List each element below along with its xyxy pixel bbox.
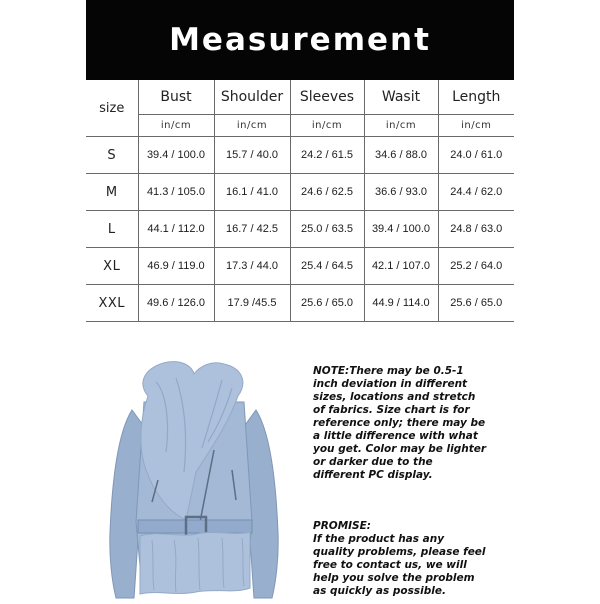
length-cell: 24.8 / 63.0 [438,211,514,248]
unit-label: in/cm [138,115,214,137]
length-cell: 24.0 / 61.0 [438,137,514,174]
bust-cell: 49.6 / 126.0 [138,285,214,322]
column-header-sleeves: Sleeves [290,80,364,115]
sleeves-cell: 25.0 / 63.5 [290,211,364,248]
sleeves-cell: 25.4 / 64.5 [290,248,364,285]
header-row [86,80,514,115]
size-chart-table [86,80,514,322]
column-header-shoulder: Shoulder [214,80,290,115]
table-row-xl [86,248,514,285]
table-row-xxl [86,285,514,322]
wasit-cell: 36.6 / 93.0 [364,174,438,211]
jacket-product-image [96,352,292,600]
length-cell: 24.4 / 62.0 [438,174,514,211]
table-row-m [86,174,514,211]
wasit-cell: 34.6 / 88.0 [364,137,438,174]
promise-text: If the product has any quality problems, please feel free to contact us, we will help you solve the problem as quickly as possible. [313,533,486,597]
sleeves-cell: 24.2 / 61.5 [290,137,364,174]
size-note: NOTE:There may be 0.5-1 inch deviation in different sizes, locations and stretch of fabrics. Size chart is for reference only; there may be a little difference with what you get. Color may be lighter or darker due to the different PC display. [313,365,487,481]
column-header-wasit: Wasit [364,80,438,115]
column-header-bust: Bust [138,80,214,115]
column-header-length: Length [438,80,514,115]
unit-label: in/cm [364,115,438,137]
jacket-illustration [96,352,292,600]
unit-label: in/cm [290,115,364,137]
unit-label: in/cm [438,115,514,137]
bust-cell: 39.4 / 100.0 [138,137,214,174]
wasit-cell: 39.4 / 100.0 [364,211,438,248]
sleeves-cell: 25.6 / 65.0 [290,285,364,322]
size-cell: XXL [86,285,138,322]
wasit-cell: 42.1 / 107.0 [364,248,438,285]
length-cell: 25.2 / 64.0 [438,248,514,285]
wasit-cell: 44.9 / 114.0 [364,285,438,322]
shoulder-cell: 17.3 / 44.0 [214,248,290,285]
table-row-s [86,137,514,174]
sleeves-cell: 24.6 / 62.5 [290,174,364,211]
shoulder-cell: 16.7 / 42.5 [214,211,290,248]
size-header: size [86,80,138,137]
size-cell: XL [86,248,138,285]
size-cell: M [86,174,138,211]
shoulder-cell: 15.7 / 40.0 [214,137,290,174]
unit-label: in/cm [214,115,290,137]
size-cell: S [86,137,138,174]
shoulder-cell: 17.9 /45.5 [214,285,290,322]
size-cell: L [86,211,138,248]
bust-cell: 46.9 / 119.0 [138,248,214,285]
shoulder-cell: 16.1 / 41.0 [214,174,290,211]
table-row-l [86,211,514,248]
length-cell: 25.6 / 65.0 [438,285,514,322]
measurement-banner [86,0,514,80]
banner-title: Measurement [169,22,431,58]
unit-row [86,115,514,137]
bust-cell: 41.3 / 105.0 [138,174,214,211]
promise-title: PROMISE: [313,520,371,532]
bust-cell: 44.1 / 112.0 [138,211,214,248]
